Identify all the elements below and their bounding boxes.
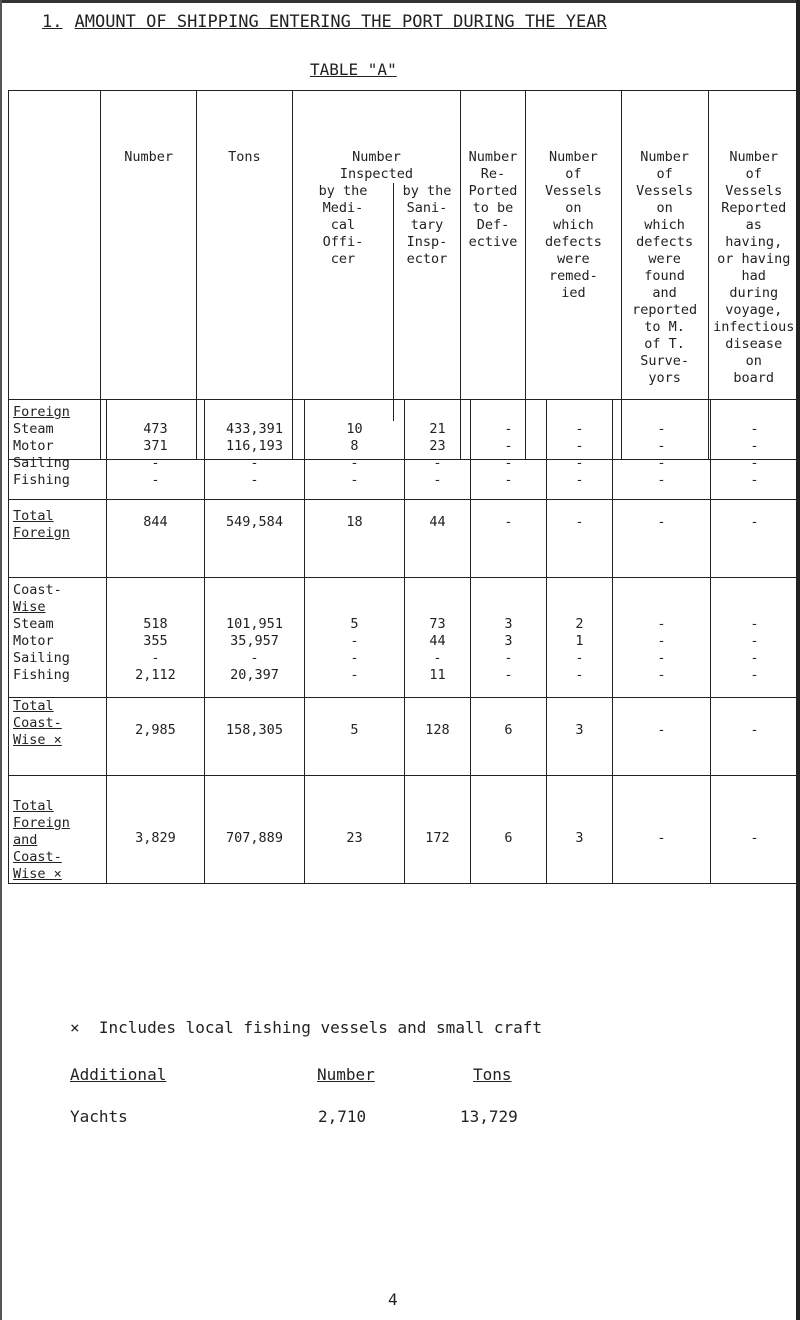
additional-number-header: Number [317, 1065, 375, 1084]
yachts-tons: 13,729 [460, 1107, 518, 1126]
coastwise-tons: 101,951 35,957 - 20,397 [205, 578, 305, 698]
header-defects-found: Number of Vessels on which defects were found and reported to M. of T. Surve- yors [621, 91, 708, 460]
total-foreign-remedied: - [471, 500, 547, 578]
grand-total-infectious: - [711, 776, 799, 884]
footnote: ⨯ Includes local fishing vessels and small craft [70, 1018, 543, 1037]
coastwise-reported: - - - - [613, 578, 711, 698]
grand-total-number: 3,829 [107, 776, 205, 884]
total-foreign-medical: 18 [305, 500, 405, 578]
total-foreign-number: 844 [107, 500, 205, 578]
foreign-number: 473 371 - - [107, 400, 205, 500]
foreign-reported: - - - - [613, 400, 711, 500]
total-coastwise-label: Total Coast- Wise ⨯ [9, 698, 107, 776]
foreign-found: - - - - [547, 400, 613, 500]
coastwise-sanitary: 73 44 - 11 [405, 578, 471, 698]
header-tons: Tons [196, 91, 292, 460]
foreign-infectious: - - - - [711, 400, 799, 500]
grand-total-found: 3 [547, 776, 613, 884]
shipping-table-body [8, 399, 799, 884]
foreign-labels: Foreign Steam Motor Sailing Fishing [9, 400, 107, 500]
total-foreign-label: Total Foreign [9, 500, 107, 578]
total-coastwise-infectious: - [711, 698, 799, 776]
total-foreign-row [9, 500, 799, 578]
coastwise-medical: 5 - - - [305, 578, 405, 698]
foreign-sanitary: 21 23 - - [405, 400, 471, 500]
grand-total-sanitary: 172 [405, 776, 471, 884]
coastwise-labels: Coast- Wise Steam Motor Sailing Fishing [9, 578, 107, 698]
header-inspected: Number Inspected by the Medi- cal Offi- cer by the Sani- tary Insp- ector [292, 91, 460, 460]
header-reported-defective: Number Re- Ported to be Def- ective [460, 91, 525, 460]
page-edge-top [0, 0, 800, 3]
page-number: 4 [388, 1290, 398, 1309]
header-medical-officer: by the Medi- cal Offi- cer [318, 183, 368, 267]
total-coastwise-medical: 5 [305, 698, 405, 776]
coastwise-remedied: 3 3 - - [471, 578, 547, 698]
grand-total-label: Total Foreign and Coast- Wise ⨯ [9, 776, 107, 884]
total-coastwise-tons: 158,305 [205, 698, 305, 776]
coastwise-section [9, 578, 799, 698]
foreign-remedied: - - - - [471, 400, 547, 500]
grand-total-remedied: 6 [471, 776, 547, 884]
heading-text: AMOUNT OF SHIPPING ENTERING THE PORT DURING THE YEAR [74, 12, 607, 32]
total-foreign-reported: - [613, 500, 711, 578]
coastwise-found: 2 1 - - [547, 578, 613, 698]
total-coastwise-reported: - [613, 698, 711, 776]
foreign-medical: 10 8 - - [305, 400, 405, 500]
additional-tons-header: Tons [473, 1065, 512, 1084]
total-coastwise-remedied: 6 [471, 698, 547, 776]
header-sanitary-inspector: by the Sani- tary Insp- ector [393, 183, 460, 421]
foreign-section [9, 400, 799, 500]
coastwise-number: 518 355 - 2,112 [107, 578, 205, 698]
grand-total-medical: 23 [305, 776, 405, 884]
grand-total-reported: - [613, 776, 711, 884]
total-foreign-sanitary: 44 [405, 500, 471, 578]
total-coastwise-row [9, 698, 799, 776]
table-title: TABLE "A" [310, 60, 397, 79]
page-heading [42, 12, 607, 32]
foreign-tons: 433,391 116,193 - - [205, 400, 305, 500]
total-foreign-tons: 549,584 [205, 500, 305, 578]
total-coastwise-found: 3 [547, 698, 613, 776]
yachts-number: 2,710 [318, 1107, 367, 1126]
grand-total-tons: 707,889 [205, 776, 305, 884]
yachts-label: Yachts [70, 1107, 128, 1126]
header-defects-remedied: Number of Vessels on which defects were remed- ied [526, 91, 622, 460]
total-coastwise-sanitary: 128 [405, 698, 471, 776]
total-foreign-found: - [547, 500, 613, 578]
additional-label: Additional [70, 1065, 167, 1084]
coastwise-infectious: - - - - [711, 578, 799, 698]
total-coastwise-number: 2,985 [107, 698, 205, 776]
header-number: Number [101, 91, 196, 460]
heading-number: 1. [42, 12, 63, 32]
header-infectious-disease: Number of Vessels Reported as having, or having had during voyage, infectious disease on board [708, 91, 800, 460]
total-foreign-infectious: - [711, 500, 799, 578]
grand-total-row [9, 776, 799, 884]
page-edge-left [0, 0, 2, 1320]
